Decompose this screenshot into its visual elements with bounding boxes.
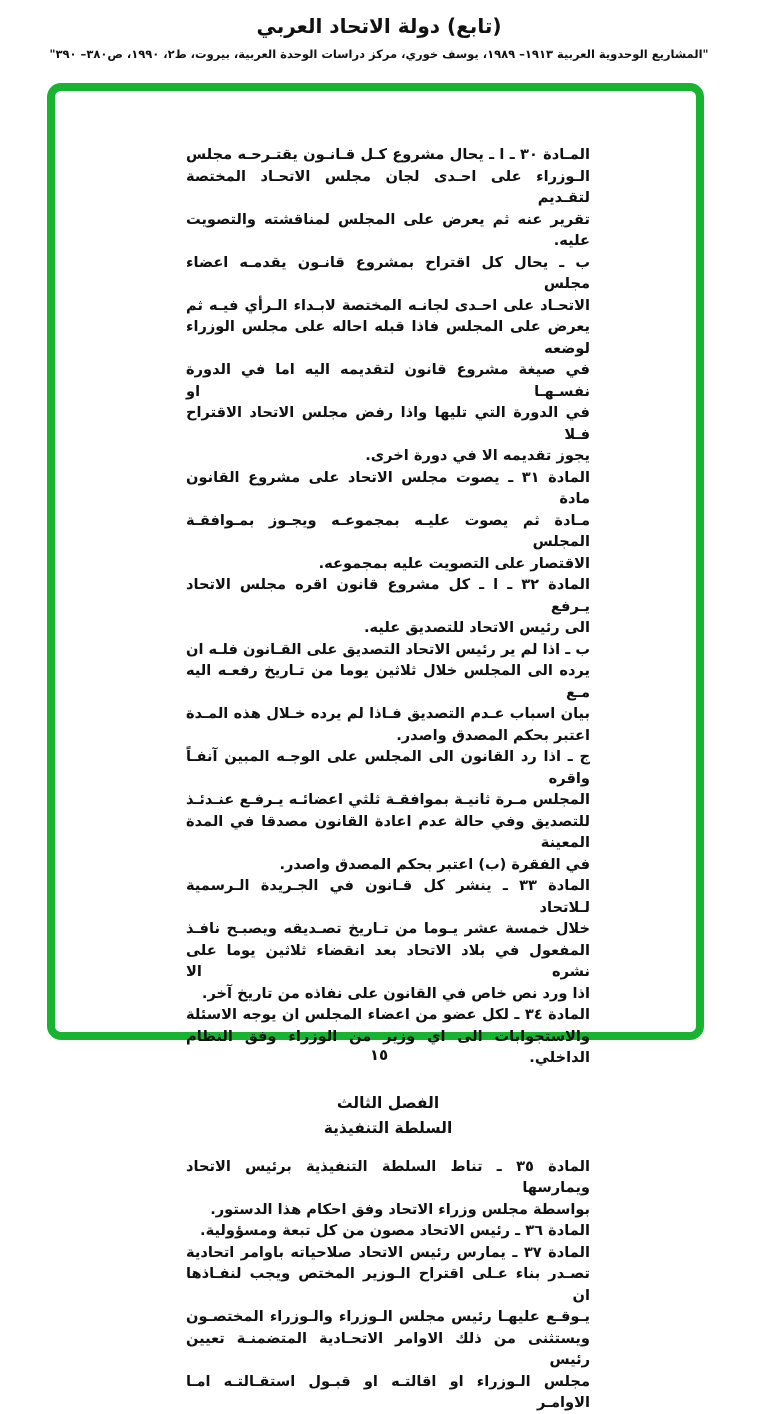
text-line: خلال خمسة عشر يـوما من تـاريخ تصـديقه ويصبـح نافـذ: [186, 920, 590, 937]
text-line: في الفقرة (ب) اعتبر بحكم المصدق واصدر.: [279, 855, 590, 873]
paragraph: [186, 467, 590, 575]
text-line: يـوقـع عليهـا رئيس مجلس الـوزراء والـوزراء المختصـون: [186, 1308, 590, 1325]
page-title: (تابع) دولة الاتحاد العربي: [256, 14, 502, 38]
text-line: اعتبر بحكم المصدق واصدر.: [396, 726, 590, 744]
text-line: الى رئيس الاتحاد للتصديق عليه.: [364, 619, 590, 636]
text-line: الـوزراء على احـدى لجان مجلس الاتحـاد المختصة لتقـديم: [186, 167, 590, 206]
text-line: في صيغة مشروع قانون لتقديمه اليه اما في الدورة نفسـهـا او: [186, 361, 590, 400]
text-line: المفعول في بلاد الاتحاد بعد انقضاء ثلاثين يوما على نشره الا: [186, 941, 590, 980]
text-line: في الدورة التي تليها واذا رفض مجلس الاتحاد الاقتراح فـلا: [186, 404, 590, 443]
heading-line: الفصل الثالث: [336, 1093, 440, 1112]
text-line: اذا ورد نص خاص في القانون على نفاذه من تاريخ آخر.: [201, 984, 590, 1002]
text-line: المادة ٣٤ ـ لكل عضو من اعضاء المجلس ان يوجه الاسئلة: [186, 1006, 590, 1023]
paragraph: [186, 746, 590, 875]
paragraph: [186, 1156, 590, 1221]
paragraph: [186, 1242, 590, 1414]
text-line: ب ـ يحال كل اقتراح بمشروع قانـون يقدمـه اعضاء مجلس: [186, 253, 590, 292]
paragraph: [186, 574, 590, 639]
text-line: يعرض على المجلس فاذا قبله احاله على مجلس الوزراء لوضعه: [186, 318, 590, 357]
text-line: تصـدر بناء عـلى اقتراح الـوزير المختص ويجب لنفـاذها ان: [186, 1265, 590, 1304]
text-line: المادة ٣٣ ـ ينشر كل قـانون في الجـريدة الـرسمية لـلاتحاد: [186, 877, 590, 916]
text-line: يرده الى المجلس خلال ثلاثين يوما من تـاريخ رفعـه اليه مـع: [186, 662, 590, 701]
text-line: المجلس مـرة ثانيـة بموافقـة ثلثي اعضائـه يـرفـع عنـدئـذ: [186, 791, 590, 808]
paragraph: [186, 1220, 590, 1242]
text-line: المـادة ٣٠ ـ ا ـ يحال مشروع كـل قـانـون يقتـرحـه مجلس: [186, 146, 591, 163]
text-line: المادة ٣٢ ـ ا ـ كل مشروع قانون اقره مجلس الاتحاد يـرفع: [186, 576, 590, 615]
text-line: ويستثنى من ذلك الاوامر الاتحـادية المتضمنـة تعيين رئيس: [186, 1329, 590, 1368]
document-body: [186, 144, 590, 1414]
paragraph: [186, 875, 590, 1004]
text-line: للتصديق وفي حالة عدم اعادة القانون مصدقا في المدة المعينة: [186, 812, 590, 851]
text-line: المادة ٣٥ ـ تناط السلطة التنفيذية برئيس الاتحاد ويمارسها: [186, 1157, 591, 1196]
section-heading: [186, 1091, 590, 1141]
page-number: ١٥: [369, 1046, 389, 1064]
paragraph: [186, 639, 590, 747]
text-line: بيان اسباب عـدم التصديق فـاذا لم يرده خـلال هذه المـدة: [186, 705, 590, 722]
text-line: المادة ٣٦ ـ رئيس الاتحاد مصون من كل تبعة ومسؤولية.: [200, 1222, 590, 1239]
text-line: ب ـ اذا لم ير رئيس الاتحاد التصديق على القـانون فلـه ان: [186, 640, 590, 658]
text-line: مـادة ثم يصوت عليـه بمجموعـه ويجـوز بمـوافقـة المجلس: [186, 511, 590, 550]
citation-line: "المشاريع الوحدوية العربية ١٩١٣– ١٩٨٩، يوسف خوري، مركز دراسات الوحدة العربية، بيروت، ط٢، ١٩٩٠، ص٣٨٠– ٣٩٠": [49, 47, 709, 61]
text-line: المادة ٣٧ ـ يمارس رئيس الاتحاد صلاحياته باوامر اتحادية: [186, 1243, 590, 1261]
text-line: مجلس الـوزراء او اقالتـه او قبـول استقـالتـه امـا الاوامـر: [186, 1372, 590, 1411]
paragraph: [186, 252, 590, 467]
text-line: يجوز تقديمه الا في دورة اخرى.: [365, 447, 590, 464]
text-line: الاقتصار على التصويت عليه بمجموعه.: [318, 554, 590, 572]
text-line: والاستجوابات الى اي وزير من الوزراء وفق النظام الداخلي.: [186, 1027, 590, 1066]
text-line: تقرير عنه ثم يعرض على المجلس لمناقشته والتصويت عليه.: [186, 210, 590, 249]
text-line: بواسطة مجلس وزراء الاتحاد وفق احكام هذا الدستور.: [210, 1200, 590, 1218]
text-line: ج ـ اذا رد القانون الى المجلس على الوجـه المبين آنفـاً واقره: [186, 748, 590, 787]
text-line: الاتحـاد على احـدى لجانـه المختصة لابـداء الـرأي فيـه ثم: [186, 296, 590, 314]
text-line: المادة ٣١ ـ يصوت مجلس الاتحاد على مشروع القانون مادة: [186, 468, 590, 507]
paragraph: [186, 144, 590, 252]
heading-line: السلطة التنفيذية: [323, 1118, 453, 1137]
